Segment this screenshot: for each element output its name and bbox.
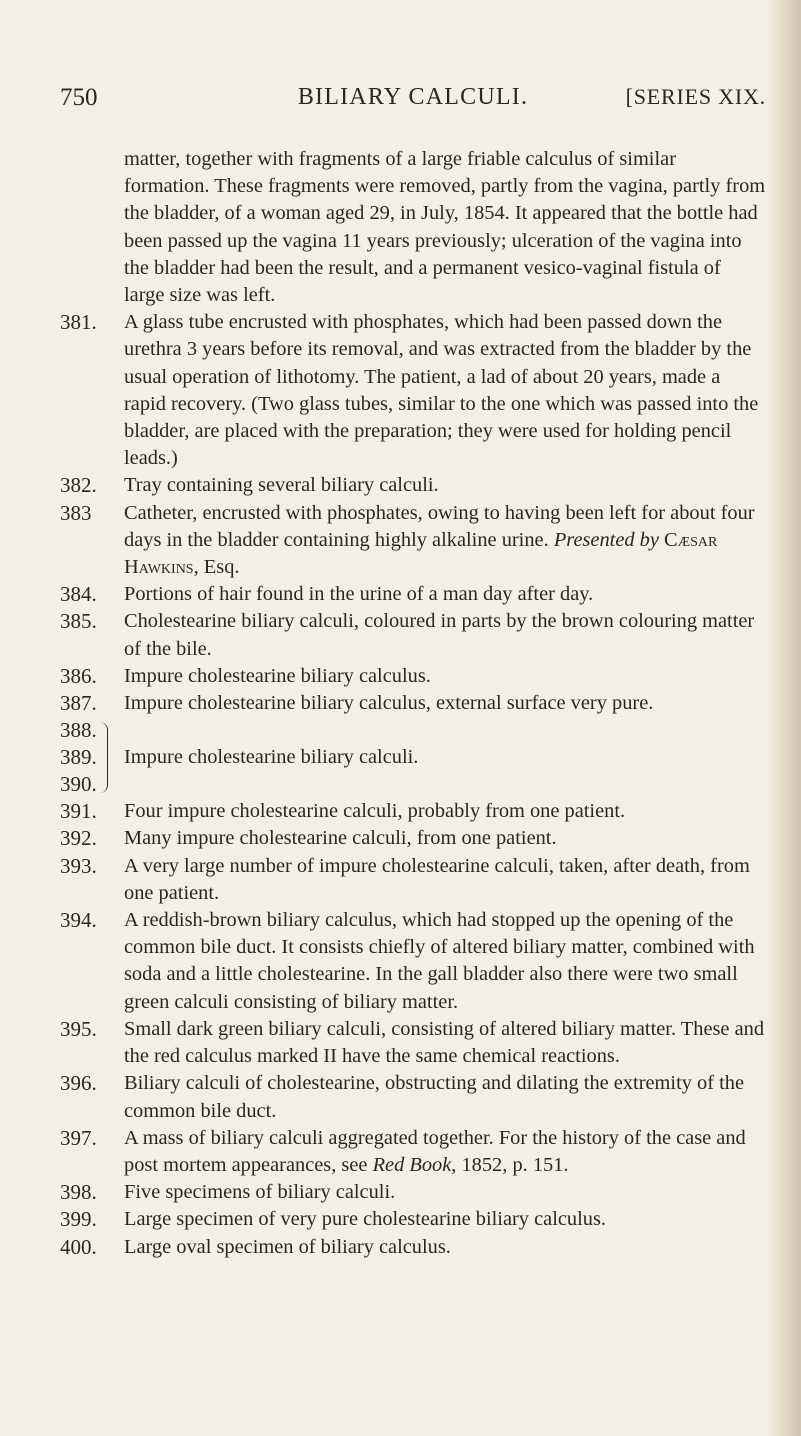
red-book-reference: Red Book [372, 1153, 452, 1176]
page-number: 750 [60, 84, 98, 111]
entry-381: 381. A glass tube encrusted with phosphates, which had been passed down the urethra 3 years before its removal, and was extracted from the bladder by the usual operation of lithotomy. The patient, a lad of about 20 years, made a rapid recovery. (Two glass tubes, similar to the one which was passed into the bladder, are placed with the preparation; they were used for holding pencil leads.) [60, 310, 759, 470]
entry-395: 395. Small dark green biliary calculi, consisting of altered biliary matter. These and the red calculus marked II have the same chemical reactions. [60, 1016, 765, 1068]
entry-383: 383 Catheter, encrusted with phosphates, owing to having been left for about four days in the bladder containing highly alkaline urine. Presented by Cæsar Hawkins, Esq. [60, 500, 755, 579]
entry-386: 386. Impure cholestearine biliary calculus. [60, 663, 431, 688]
entry-399: 399. Large specimen of very pure cholestearine biliary calculus. [60, 1207, 606, 1232]
entry-number-388: 388. [60, 718, 97, 743]
entry-group-388-390 [60, 717, 766, 798]
entry-number-390: 390. [60, 772, 97, 797]
entry-400: 400. Large oval specimen of biliary calculus. [60, 1234, 451, 1259]
entry-397: 397. A mass of biliary calculi aggregated together. For the history of the case and post mortem appearances, see Red Book, 1852, p. 151. [60, 1125, 746, 1176]
entry-382: 382. Tray containing several biliary calculi. [60, 473, 439, 498]
entry-385: 385. Cholestearine biliary calculi, coloured in parts by the brown colouring matter of the bile. [60, 609, 755, 660]
running-title: BILIARY CALCULI. [297, 84, 529, 110]
group-description: Impure cholestearine biliary calculi. [124, 746, 419, 769]
entry-398: 398. Five specimens of biliary calculi. [60, 1180, 396, 1205]
entry-396: 396. Biliary calculi of cholestearine, obstructing and dilating the extremity of the common bile duct. [60, 1071, 745, 1122]
catalogue-text [60, 146, 766, 1261]
entry-387: 387. Impure cholestearine biliary calculus, external surface very pure. [60, 691, 654, 716]
page-header [60, 84, 766, 124]
entry-393: 393. A very large number of impure cholestearine calculi, taken, after death, from one patient. [60, 853, 750, 904]
presented-by-label: Presented by [553, 528, 659, 551]
series-label: [SERIES XIX. [625, 84, 766, 109]
entry-394: 394. A reddish-brown biliary calculus, which had stopped up the opening of the common bile duct. It consists chiefly of altered biliary matter, combined with soda and a little cholestearine. In the gall bladder also there were two small green calculi consisting of biliary matter. [60, 908, 755, 1013]
grouping-brace [100, 722, 108, 793]
entry-392: 392. Many impure cholestearine calculi, from one patient. [60, 826, 557, 851]
page-edge-shadow [767, 0, 801, 1436]
entry-391: 391. Four impure cholestearine calculi, probably from one patient. [60, 799, 626, 824]
entry-number-389: 389. [60, 745, 97, 770]
presenter-name: Cæsar Hawkins [124, 528, 718, 579]
continued-paragraph: matter, together with fragments of a large friable calculus of similar formation. These fragments were removed, partly from the vagina, partly from the bladder, of a woman aged 29, in July, 1854. It appeared that the bottle had been passed up the vagina 11 years previously; ulceration of the vagina into the bladder had been the result, and a permanent vesico-vaginal fistula of large size was left. [124, 148, 766, 307]
entry-384: 384. Portions of hair found in the urine of a man day after day. [60, 582, 594, 607]
